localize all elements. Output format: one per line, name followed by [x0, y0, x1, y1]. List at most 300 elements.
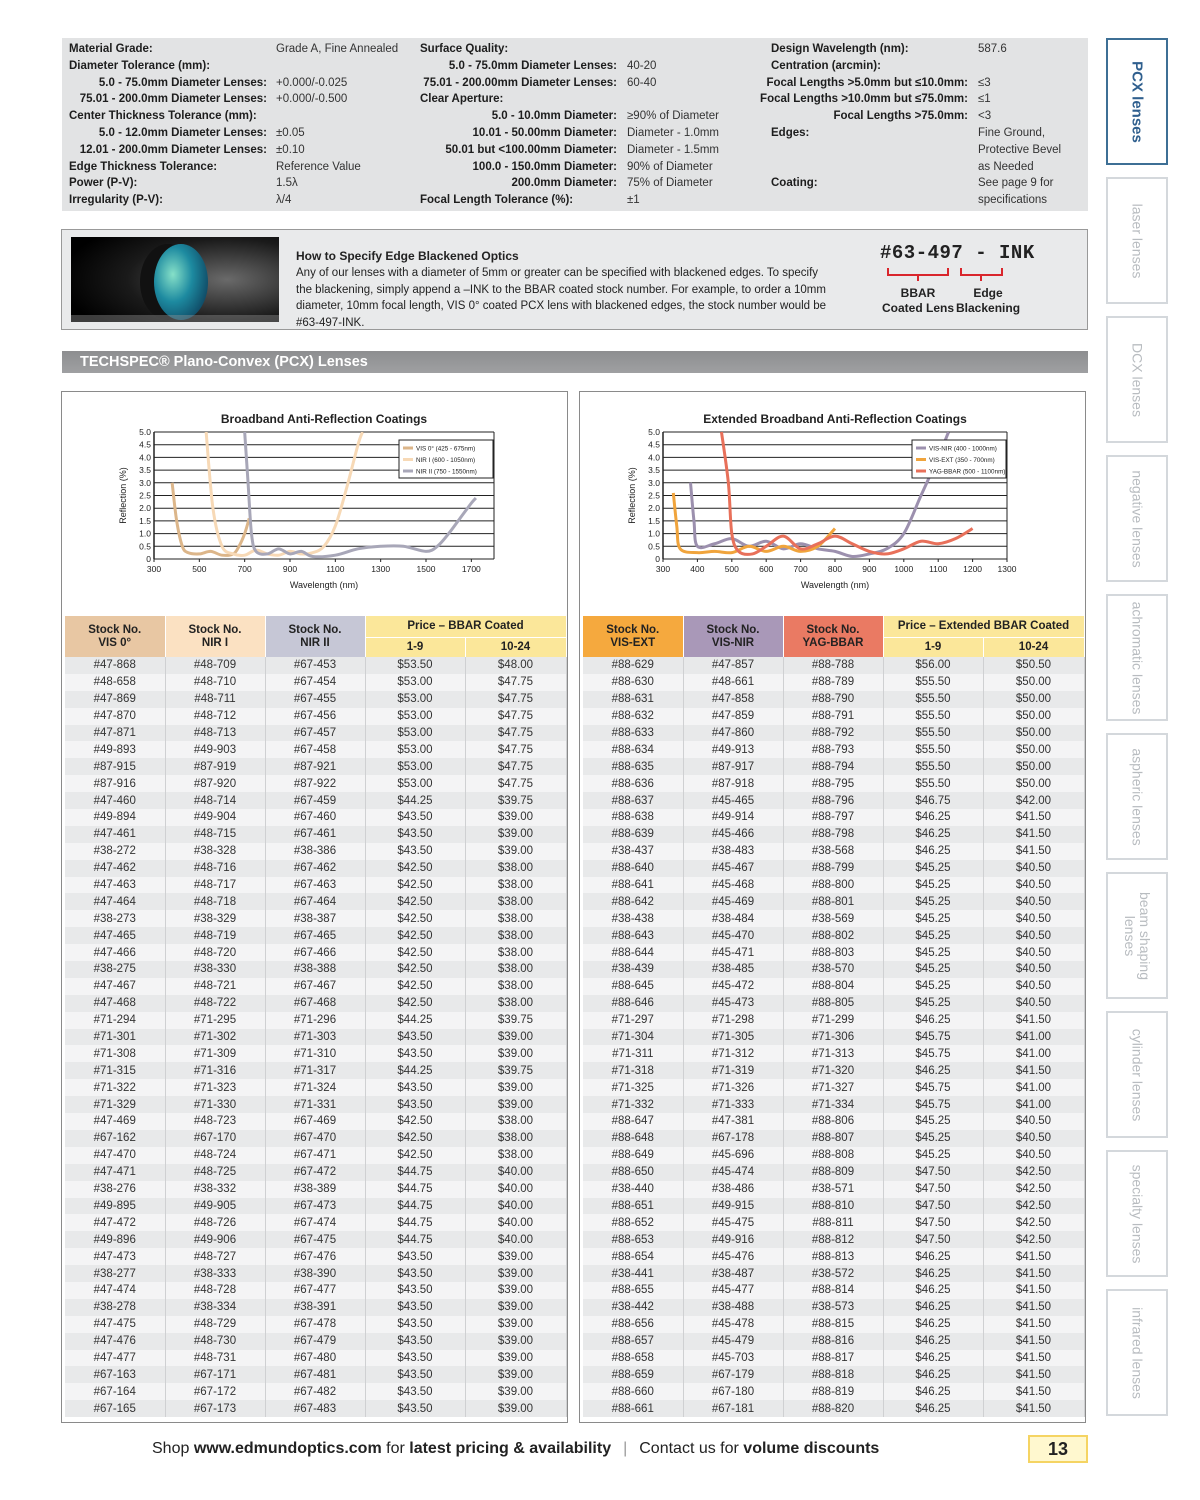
stock-number-cell[interactable]: #71-303: [265, 1029, 365, 1046]
stock-number-cell[interactable]: #47-470: [65, 1147, 165, 1164]
stock-number-cell[interactable]: #67-456: [265, 708, 365, 725]
stock-number-cell[interactable]: #87-917: [683, 758, 783, 775]
stock-number-cell[interactable]: #49-905: [165, 1198, 265, 1215]
stock-number-cell[interactable]: #71-312: [683, 1045, 783, 1062]
stock-number-cell[interactable]: #71-331: [265, 1096, 365, 1113]
stock-number-cell[interactable]: #67-162: [65, 1130, 165, 1147]
stock-number-cell[interactable]: #71-316: [165, 1062, 265, 1079]
stock-number-cell[interactable]: #38-390: [265, 1265, 365, 1282]
stock-number-cell[interactable]: #71-315: [65, 1062, 165, 1079]
stock-number-cell[interactable]: #88-819: [783, 1383, 883, 1400]
stock-number-cell[interactable]: #88-656: [583, 1316, 683, 1333]
stock-number-cell[interactable]: #88-804: [783, 978, 883, 995]
stock-number-cell[interactable]: #88-646: [583, 995, 683, 1012]
stock-number-cell[interactable]: #47-468: [65, 995, 165, 1012]
stock-number-cell[interactable]: #38-333: [165, 1265, 265, 1282]
stock-number-cell[interactable]: #49-914: [683, 809, 783, 826]
stock-number-cell[interactable]: #47-475: [65, 1316, 165, 1333]
stock-number-cell[interactable]: #45-465: [683, 792, 783, 809]
stock-number-cell[interactable]: #48-729: [165, 1316, 265, 1333]
stock-number-cell[interactable]: #71-310: [265, 1045, 365, 1062]
stock-number-cell[interactable]: #38-573: [783, 1299, 883, 1316]
stock-number-cell[interactable]: #38-485: [683, 961, 783, 978]
stock-number-cell[interactable]: #48-728: [165, 1282, 265, 1299]
stock-number-cell[interactable]: #38-438: [583, 910, 683, 927]
stock-number-cell[interactable]: #45-470: [683, 927, 783, 944]
stock-number-cell[interactable]: #71-296: [265, 1012, 365, 1029]
stock-number-cell[interactable]: #88-645: [583, 978, 683, 995]
stock-number-cell[interactable]: #45-475: [683, 1214, 783, 1231]
stock-number-cell[interactable]: #88-638: [583, 809, 683, 826]
stock-number-cell[interactable]: #88-803: [783, 944, 883, 961]
stock-number-cell[interactable]: #88-793: [783, 741, 883, 758]
price-cell: $55.50: [883, 708, 983, 725]
stock-number-cell[interactable]: #88-795: [783, 775, 883, 792]
stock-number-cell[interactable]: #88-813: [783, 1248, 883, 1265]
stock-number-cell[interactable]: #88-808: [783, 1147, 883, 1164]
stock-number-cell[interactable]: #87-918: [683, 775, 783, 792]
stock-number-cell[interactable]: #67-475: [265, 1231, 365, 1248]
stock-number-cell[interactable]: #47-477: [65, 1350, 165, 1367]
stock-number-cell[interactable]: #48-717: [165, 877, 265, 894]
stock-number-cell[interactable]: #88-640: [583, 860, 683, 877]
stock-number-cell[interactable]: #88-630: [583, 674, 683, 691]
stock-number-cell[interactable]: #88-655: [583, 1282, 683, 1299]
stock-number-cell[interactable]: #88-805: [783, 995, 883, 1012]
stock-number-cell[interactable]: #88-815: [783, 1316, 883, 1333]
stock-number-cell[interactable]: #67-470: [265, 1130, 365, 1147]
stock-number-cell[interactable]: #48-713: [165, 725, 265, 742]
stock-number-cell[interactable]: #71-333: [683, 1096, 783, 1113]
stock-number-cell[interactable]: #71-332: [583, 1096, 683, 1113]
stock-number-cell[interactable]: #87-921: [265, 758, 365, 775]
stock-number-cell[interactable]: #38-570: [783, 961, 883, 978]
stock-number-cell[interactable]: #71-309: [165, 1045, 265, 1062]
stock-number-cell[interactable]: #38-276: [65, 1181, 165, 1198]
table-row: [65, 657, 566, 674]
stock-number-cell[interactable]: #48-709: [165, 657, 265, 674]
stock-number-cell[interactable]: #88-799: [783, 860, 883, 877]
stock-number-cell[interactable]: #38-328: [165, 843, 265, 860]
stock-number-cell[interactable]: #88-816: [783, 1333, 883, 1350]
stock-number-cell[interactable]: #38-329: [165, 910, 265, 927]
stock-number-cell[interactable]: #71-298: [683, 1012, 783, 1029]
stock-number-cell[interactable]: #88-637: [583, 792, 683, 809]
stock-number-cell[interactable]: #38-440: [583, 1181, 683, 1198]
stock-number-cell[interactable]: #88-633: [583, 725, 683, 742]
stock-number-cell[interactable]: #49-915: [683, 1198, 783, 1215]
stock-number-cell[interactable]: #38-275: [65, 961, 165, 978]
stock-number-cell[interactable]: #45-696: [683, 1147, 783, 1164]
stock-number-cell[interactable]: #45-469: [683, 893, 783, 910]
stock-number-cell[interactable]: #67-482: [265, 1383, 365, 1400]
stock-number-cell[interactable]: #71-329: [65, 1096, 165, 1113]
stock-number-cell[interactable]: #87-915: [65, 758, 165, 775]
stock-number-cell[interactable]: #48-715: [165, 826, 265, 843]
stock-number-cell[interactable]: #48-725: [165, 1164, 265, 1181]
stock-number-cell[interactable]: #67-481: [265, 1366, 365, 1383]
price-cell: $42.50: [365, 910, 465, 927]
stock-number-cell[interactable]: #49-903: [165, 741, 265, 758]
stock-number-cell[interactable]: #71-327: [783, 1079, 883, 1096]
x-tick-label: 900: [282, 564, 298, 574]
stock-number-cell[interactable]: #45-472: [683, 978, 783, 995]
stock-number-cell[interactable]: #67-453: [265, 657, 365, 674]
stock-number-cell[interactable]: #47-469: [65, 1113, 165, 1130]
stock-number-cell[interactable]: #67-165: [65, 1400, 165, 1417]
stock-number-cell[interactable]: #71-317: [265, 1062, 365, 1079]
stock-number-cell[interactable]: #48-730: [165, 1333, 265, 1350]
stock-number-cell[interactable]: #87-920: [165, 775, 265, 792]
stock-number-cell[interactable]: #88-789: [783, 674, 883, 691]
stock-number-cell[interactable]: #45-467: [683, 860, 783, 877]
stock-number-cell[interactable]: #38-568: [783, 843, 883, 860]
side-tab-cylinder-lenses[interactable]: [1106, 1011, 1168, 1138]
stock-number-cell[interactable]: #71-305: [683, 1029, 783, 1046]
stock-number-cell[interactable]: #67-164: [65, 1383, 165, 1400]
stock-number-cell[interactable]: #48-714: [165, 792, 265, 809]
stock-number-cell[interactable]: #47-465: [65, 927, 165, 944]
spec-value: ≤1: [978, 93, 991, 106]
stock-number-cell[interactable]: #87-919: [165, 758, 265, 775]
stock-number-cell[interactable]: #67-479: [265, 1333, 365, 1350]
stock-number-cell[interactable]: #45-477: [683, 1282, 783, 1299]
spec-value: See page 9 for: [978, 177, 1054, 190]
legend-label: NIR I (600 - 1050nm): [416, 457, 476, 464]
stock-number-cell[interactable]: #88-659: [583, 1366, 683, 1383]
stock-number-cell[interactable]: #71-318: [583, 1062, 683, 1079]
stock-number-cell[interactable]: #67-178: [683, 1130, 783, 1147]
stock-number-cell[interactable]: #88-639: [583, 826, 683, 843]
stock-number-cell[interactable]: #48-722: [165, 995, 265, 1012]
stock-number-cell[interactable]: #48-661: [683, 674, 783, 691]
stock-number-cell[interactable]: #87-916: [65, 775, 165, 792]
stock-number-cell[interactable]: #71-306: [783, 1029, 883, 1046]
stock-number-cell[interactable]: #88-812: [783, 1231, 883, 1248]
stock-number-cell[interactable]: #67-476: [265, 1248, 365, 1265]
stock-number-cell[interactable]: #71-295: [165, 1012, 265, 1029]
stock-number-cell[interactable]: #71-299: [783, 1012, 883, 1029]
stock-number-cell[interactable]: #67-474: [265, 1214, 365, 1231]
stock-number-cell[interactable]: #45-703: [683, 1350, 783, 1367]
stock-number-cell[interactable]: #47-474: [65, 1282, 165, 1299]
stock-number-cell[interactable]: #48-723: [165, 1113, 265, 1130]
stock-number-cell[interactable]: #71-322: [65, 1079, 165, 1096]
stock-number-cell[interactable]: #48-658: [65, 674, 165, 691]
stock-number-cell[interactable]: #67-454: [265, 674, 365, 691]
stock-number-cell[interactable]: #88-636: [583, 775, 683, 792]
stock-number-cell[interactable]: #48-726: [165, 1214, 265, 1231]
stock-number-cell[interactable]: #88-661: [583, 1400, 683, 1417]
stock-number-cell[interactable]: #47-381: [683, 1113, 783, 1130]
stock-number-cell[interactable]: #88-794: [783, 758, 883, 775]
stock-number-cell[interactable]: #47-476: [65, 1333, 165, 1350]
stock-number-cell[interactable]: #67-180: [683, 1383, 783, 1400]
stock-number-cell[interactable]: #38-332: [165, 1181, 265, 1198]
stock-number-cell[interactable]: #38-439: [583, 961, 683, 978]
footer-url[interactable]: www.edmundoptics.com: [193, 1440, 382, 1457]
stock-number-cell[interactable]: #38-483: [683, 843, 783, 860]
stock-number-cell[interactable]: #67-171: [165, 1366, 265, 1383]
stock-number-cell[interactable]: #71-334: [783, 1096, 883, 1113]
stock-number-cell[interactable]: #48-727: [165, 1248, 265, 1265]
table-row: [583, 860, 1084, 877]
spec-value: Diameter - 1.0mm: [627, 127, 720, 139]
stock-number-cell[interactable]: #38-569: [783, 910, 883, 927]
stock-number-cell[interactable]: #38-487: [683, 1265, 783, 1282]
stock-number-cell[interactable]: #48-721: [165, 978, 265, 995]
stock-number-cell[interactable]: #45-474: [683, 1164, 783, 1181]
stock-number-cell[interactable]: #47-460: [65, 792, 165, 809]
stock-number-cell[interactable]: #88-642: [583, 893, 683, 910]
stock-number-cell[interactable]: #45-478: [683, 1316, 783, 1333]
stock-number-cell[interactable]: #87-922: [265, 775, 365, 792]
stock-number-cell[interactable]: #48-718: [165, 893, 265, 910]
price-cell: $38.00: [465, 1147, 566, 1164]
stock-number-cell[interactable]: #48-724: [165, 1147, 265, 1164]
stock-number-cell[interactable]: #48-711: [165, 691, 265, 708]
stock-number-cell[interactable]: #47-466: [65, 944, 165, 961]
stock-number-cell[interactable]: #47-858: [683, 691, 783, 708]
stock-number-cell[interactable]: #67-460: [265, 809, 365, 826]
stock-number-cell[interactable]: #88-820: [783, 1400, 883, 1417]
stock-number-cell[interactable]: #88-809: [783, 1164, 883, 1181]
stock-number-cell[interactable]: #67-466: [265, 944, 365, 961]
stock-number-cell[interactable]: #88-798: [783, 826, 883, 843]
stock-number-cell[interactable]: #47-472: [65, 1214, 165, 1231]
stock-number-cell[interactable]: #67-172: [165, 1383, 265, 1400]
side-tab-infrared-lenses[interactable]: [1106, 1289, 1168, 1416]
stock-number-cell[interactable]: #38-442: [583, 1299, 683, 1316]
price-cell: $47.75: [465, 725, 566, 742]
stock-number-cell[interactable]: #47-467: [65, 978, 165, 995]
stock-number-cell[interactable]: #88-629: [583, 657, 683, 674]
stock-number-cell[interactable]: #67-472: [265, 1164, 365, 1181]
stock-number-cell[interactable]: #47-471: [65, 1164, 165, 1181]
stock-number-cell[interactable]: #38-571: [783, 1181, 883, 1198]
stock-number-cell[interactable]: #88-652: [583, 1214, 683, 1231]
stock-number-cell[interactable]: #38-486: [683, 1181, 783, 1198]
stock-number-cell[interactable]: #38-278: [65, 1299, 165, 1316]
stock-number-cell[interactable]: #71-308: [65, 1045, 165, 1062]
stock-number-cell[interactable]: #88-647: [583, 1113, 683, 1130]
stock-number-cell[interactable]: #71-297: [583, 1012, 683, 1029]
stock-number-cell[interactable]: #45-476: [683, 1248, 783, 1265]
side-tab-aspheric-lenses[interactable]: [1106, 733, 1168, 860]
stock-number-cell[interactable]: #38-330: [165, 961, 265, 978]
stock-number-cell[interactable]: #45-479: [683, 1333, 783, 1350]
stock-number-cell[interactable]: #88-790: [783, 691, 883, 708]
price-cell: $41.00: [983, 1079, 1084, 1096]
stock-number-cell[interactable]: #71-313: [783, 1045, 883, 1062]
stock-number-cell[interactable]: #88-641: [583, 877, 683, 894]
stock-number-cell[interactable]: #67-458: [265, 741, 365, 758]
stock-number-cell[interactable]: #67-462: [265, 860, 365, 877]
stock-number-cell[interactable]: #67-179: [683, 1366, 783, 1383]
stock-number-cell[interactable]: #71-302: [165, 1029, 265, 1046]
stock-number-cell[interactable]: #47-860: [683, 725, 783, 742]
stock-number-cell[interactable]: #88-800: [783, 877, 883, 894]
stock-number-cell[interactable]: #67-465: [265, 927, 365, 944]
stock-number-cell[interactable]: #47-868: [65, 657, 165, 674]
stock-number-cell[interactable]: #49-895: [65, 1198, 165, 1215]
side-tab-label: DCX lenses: [1129, 342, 1146, 417]
stock-number-cell[interactable]: #88-811: [783, 1214, 883, 1231]
stock-number-cell[interactable]: #67-468: [265, 995, 365, 1012]
stock-number-cell[interactable]: #67-471: [265, 1147, 365, 1164]
stock-number-cell[interactable]: #49-913: [683, 741, 783, 758]
stock-number-cell[interactable]: #49-904: [165, 809, 265, 826]
stock-number-cell[interactable]: #88-806: [783, 1113, 883, 1130]
stock-number-cell[interactable]: #67-461: [265, 826, 365, 843]
stock-number-cell[interactable]: #71-326: [683, 1079, 783, 1096]
stock-number-cell[interactable]: #49-894: [65, 809, 165, 826]
stock-number-cell[interactable]: #67-163: [65, 1366, 165, 1383]
stock-number-cell[interactable]: #88-651: [583, 1198, 683, 1215]
stock-number-cell[interactable]: #49-906: [165, 1231, 265, 1248]
stock-number-cell[interactable]: #67-181: [683, 1400, 783, 1417]
stock-number-cell[interactable]: #49-896: [65, 1231, 165, 1248]
stock-number-cell[interactable]: #67-455: [265, 691, 365, 708]
stock-number-cell[interactable]: #47-869: [65, 691, 165, 708]
stock-number-cell[interactable]: #38-273: [65, 910, 165, 927]
stock-number-cell[interactable]: #38-389: [265, 1181, 365, 1198]
stock-number-cell[interactable]: #67-480: [265, 1350, 365, 1367]
stock-number-cell[interactable]: #71-294: [65, 1012, 165, 1029]
stock-number-cell[interactable]: #67-463: [265, 877, 365, 894]
stock-number-cell[interactable]: #67-464: [265, 893, 365, 910]
table-row: [583, 758, 1084, 775]
stock-number-cell[interactable]: #48-720: [165, 944, 265, 961]
stock-number-cell[interactable]: #48-712: [165, 708, 265, 725]
stock-number-cell[interactable]: #47-870: [65, 708, 165, 725]
stock-number-cell[interactable]: #45-466: [683, 826, 783, 843]
stock-number-cell[interactable]: #47-859: [683, 708, 783, 725]
stock-number-cell[interactable]: #47-473: [65, 1248, 165, 1265]
stock-number-cell[interactable]: #67-478: [265, 1316, 365, 1333]
stock-number-cell[interactable]: #45-468: [683, 877, 783, 894]
stock-number-cell[interactable]: #47-857: [683, 657, 783, 674]
stock-number-cell[interactable]: #88-648: [583, 1130, 683, 1147]
stock-number-cell[interactable]: #38-488: [683, 1299, 783, 1316]
price-cell: $47.75: [465, 708, 566, 725]
stock-number-cell[interactable]: #71-325: [583, 1079, 683, 1096]
stock-number-cell[interactable]: #88-807: [783, 1130, 883, 1147]
stock-number-cell[interactable]: #88-788: [783, 657, 883, 674]
stock-number-cell[interactable]: #88-797: [783, 809, 883, 826]
table-row: [583, 809, 1084, 826]
stock-number-cell[interactable]: #38-387: [265, 910, 365, 927]
stock-number-cell[interactable]: #67-170: [165, 1130, 265, 1147]
stock-number-cell[interactable]: #49-893: [65, 741, 165, 758]
table-row: [583, 1164, 1084, 1181]
stock-number-cell[interactable]: #45-473: [683, 995, 783, 1012]
stock-number-cell[interactable]: #71-304: [583, 1029, 683, 1046]
stock-number-cell[interactable]: #71-320: [783, 1062, 883, 1079]
stock-number-cell[interactable]: #88-657: [583, 1333, 683, 1350]
stock-number-cell[interactable]: #88-643: [583, 927, 683, 944]
stock-number-cell[interactable]: #71-311: [583, 1045, 683, 1062]
side-tab-laser-lenses[interactable]: [1106, 177, 1168, 304]
stock-number-cell[interactable]: #88-810: [783, 1198, 883, 1215]
price-cell: $40.50: [983, 961, 1084, 978]
stock-number-cell[interactable]: #67-459: [265, 792, 365, 809]
stock-number-cell[interactable]: #67-469: [265, 1113, 365, 1130]
stock-number-cell[interactable]: #67-467: [265, 978, 365, 995]
stock-number-cell[interactable]: #88-658: [583, 1350, 683, 1367]
stock-number-cell[interactable]: #71-323: [165, 1079, 265, 1096]
stock-number-cell[interactable]: #38-272: [65, 843, 165, 860]
stock-number-cell[interactable]: #88-632: [583, 708, 683, 725]
stock-number-cell[interactable]: #48-731: [165, 1350, 265, 1367]
stock-number-cell[interactable]: #88-796: [783, 792, 883, 809]
stock-number-cell[interactable]: #88-644: [583, 944, 683, 961]
stock-number-cell[interactable]: #48-716: [165, 860, 265, 877]
stock-number-cell[interactable]: #88-654: [583, 1248, 683, 1265]
stock-number-cell[interactable]: #67-173: [165, 1400, 265, 1417]
stock-number-cell[interactable]: #67-477: [265, 1282, 365, 1299]
stock-number-cell[interactable]: #88-814: [783, 1282, 883, 1299]
stock-number-cell[interactable]: #47-871: [65, 725, 165, 742]
stock-number-cell[interactable]: #71-330: [165, 1096, 265, 1113]
stock-number-cell[interactable]: #47-461: [65, 826, 165, 843]
stock-number-cell[interactable]: #71-301: [65, 1029, 165, 1046]
stock-number-cell[interactable]: #38-437: [583, 843, 683, 860]
stock-number-cell[interactable]: #88-801: [783, 893, 883, 910]
stock-number-cell[interactable]: #47-464: [65, 893, 165, 910]
stock-number-cell[interactable]: #71-319: [683, 1062, 783, 1079]
side-tab-DCX-lenses[interactable]: [1106, 316, 1168, 443]
side-tab-PCX-lenses[interactable]: [1106, 38, 1168, 165]
stock-number-cell[interactable]: #88-653: [583, 1231, 683, 1248]
side-tab-label: aspheric lenses: [1129, 747, 1146, 846]
stock-number-cell[interactable]: #88-631: [583, 691, 683, 708]
stock-number-cell[interactable]: #88-650: [583, 1164, 683, 1181]
stock-number-cell[interactable]: #67-457: [265, 725, 365, 742]
stock-number-cell[interactable]: #38-391: [265, 1299, 365, 1316]
stock-number-cell[interactable]: #67-473: [265, 1198, 365, 1215]
side-tab-specialty-lenses[interactable]: [1106, 1150, 1168, 1277]
stock-number-cell[interactable]: #88-802: [783, 927, 883, 944]
stock-number-cell[interactable]: #88-792: [783, 725, 883, 742]
stock-number-cell[interactable]: #88-634: [583, 741, 683, 758]
side-tab-beam-shaping-lenses[interactable]: [1106, 872, 1168, 999]
stock-number-cell[interactable]: #88-818: [783, 1366, 883, 1383]
stock-number-cell[interactable]: #45-471: [683, 944, 783, 961]
stock-number-cell[interactable]: #38-572: [783, 1265, 883, 1282]
stock-number-cell[interactable]: #38-277: [65, 1265, 165, 1282]
stock-number-cell[interactable]: #47-463: [65, 877, 165, 894]
stock-number-cell[interactable]: #47-462: [65, 860, 165, 877]
stock-number-cell[interactable]: #49-916: [683, 1231, 783, 1248]
stock-number-cell[interactable]: #38-334: [165, 1299, 265, 1316]
stock-number-cell[interactable]: #88-791: [783, 708, 883, 725]
stock-number-cell[interactable]: #48-710: [165, 674, 265, 691]
stock-number-cell[interactable]: #67-483: [265, 1400, 365, 1417]
stock-number-cell[interactable]: #88-649: [583, 1147, 683, 1164]
stock-number-cell[interactable]: #38-484: [683, 910, 783, 927]
stock-number-cell[interactable]: #48-719: [165, 927, 265, 944]
stock-number-cell[interactable]: #88-817: [783, 1350, 883, 1367]
stock-number-cell[interactable]: #88-660: [583, 1383, 683, 1400]
stock-number-cell[interactable]: #38-386: [265, 843, 365, 860]
stock-number-cell[interactable]: #38-441: [583, 1265, 683, 1282]
stock-number-cell[interactable]: #38-388: [265, 961, 365, 978]
side-tab-negative-lenses[interactable]: [1106, 455, 1168, 582]
side-tab-achromatic-lenses[interactable]: [1106, 594, 1168, 721]
stock-number-cell[interactable]: #88-635: [583, 758, 683, 775]
stock-number-cell[interactable]: #71-324: [265, 1079, 365, 1096]
